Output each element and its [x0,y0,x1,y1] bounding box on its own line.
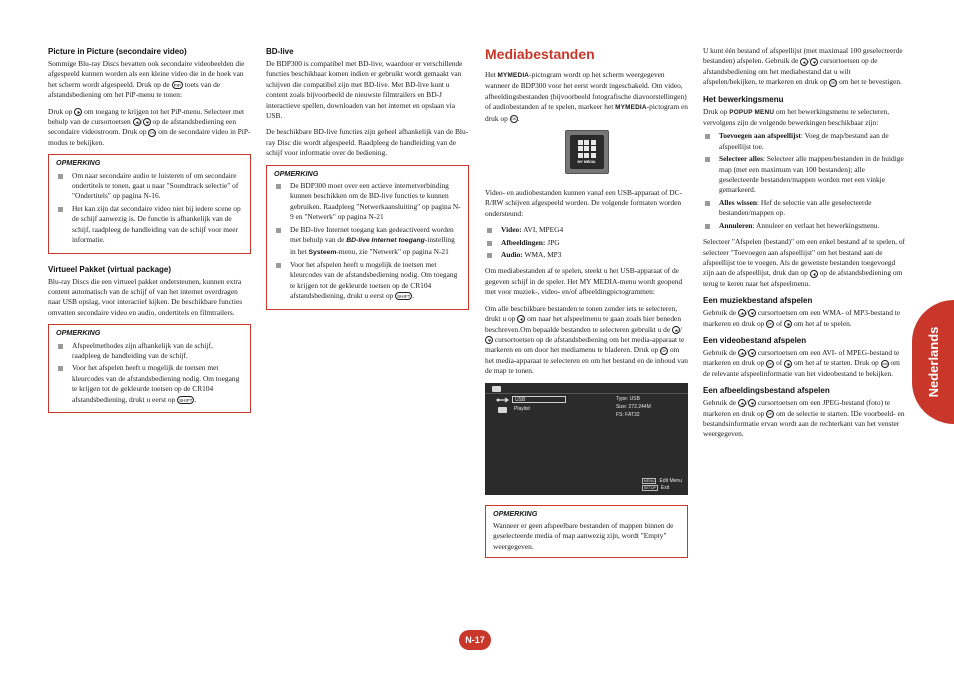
device-info: Type: USB Size: 272.244M FS: FAT32 [616,395,651,418]
mediabestanden-paragraph-3: Om mediabestanden af te spelen, steekt u het USB-apparaat of de gegeven schijf in de speler. Het MY MEDIA-menu wordt geopend met voor muziek-, video- en/of afbeeldingpictogrammen: [485,266,683,297]
bd-live-paragraph-2: De beschikbare BD-live functies zijn geheel afhankelijk van de Blu-ray Disc die wordt afgespeeld. Raadpleeg de handleiding van de schijf voor informatie over de bediening. [266,127,469,158]
grid-icon [578,140,596,158]
disp-button-icon: DISP [881,361,889,366]
note-title: OPMERKING [56,158,101,168]
column-2 [266,46,469,320]
playlist-row[interactable]: Playlist [514,405,530,412]
column-4 [703,46,906,446]
note-title: OPMERKING [493,508,538,518]
pip-paragraph-2: Druk op om toegang te krijgen tot het PiP-menu. Selecteer met behulp van de cursortoetsen / op de afstandsbediening een secondaire videostroom. Druk op OK om de secondaire video in PiP-modus te bekijken. [48,106,251,147]
play-button-icon [74,108,82,116]
afspelen-paragraph-2: Selecteer "Afspelen (bestand)" om een enkel bestand af te spelen, of selecteer "Toevoegen aan afspeellijst" om het bestand aan de afspeellijst toe te voegen. Als de gewenste bestanden toegevoegd zijn aan de afspeellijst, druk dan op op de afstandsbediening om terug te keren naar het afspeelmenu. [703,237,906,288]
videobestand-heading: Een videobestand afspelen [703,335,807,345]
down-arrow-icon [748,399,756,407]
down-arrow-icon [485,336,493,344]
ok-button-icon: OK [767,361,773,366]
up-arrow-icon [738,309,746,317]
language-label: Nederlands [925,326,941,398]
format-item: Audio: WMA, MP3 [485,250,688,260]
mediabestanden-paragraph-4: Om alle beschikbare bestanden te tonen zonder iets te selecteren, drukt u op om naar het afspeelmenu te gaan zoals hier beneden beschreven.Om bepaalde bestanden te selecteren gebruikt u de / cursortoetsen op de afstandsbediening om het media-apparaat te markeren en om door het mediamenu te bladeren. Druk op OK om het media-apparaat te selecteren en om het bestand en de inhoud van de map te tonen. [485,303,688,376]
ok-button-icon: OK [767,411,773,416]
up-arrow-icon [738,349,746,357]
note-item: Het kan zijn dat secondaire video niet bij iedere scene op de schijf aanwezig is. De functie is afhankelijk van de schijf, raadpleeg de handleiding van de schijf voor meer informatie. [56,204,243,246]
down-arrow-icon [748,309,756,317]
bewerkingsmenu-paragraph: Druk op POPUP MENU om het bewerkingsmenu te selecteren, vervolgens zijn de volgende bewerkingen beschikbaar zijn: [703,106,890,128]
media-browser-screenshot [485,383,688,495]
virtual-package-paragraph: Blu-ray Discs die een virtueel pakket ondersteunen, kunnen extra content automatisch van de schijf of van het internet overdragen naar USB opslag, voor interactief kijken. De beschikbare functies omvatten secondaire video en audio, ondertitels en filmtrailers. [48,276,243,317]
bd-live-heading: BD-live [266,47,294,56]
muziekbestand-heading: Een muziekbestand afspelen [703,296,813,306]
note-item: Voor het afspelen heeft u mogelijk de toetsen met kleurcodes van de afstandsbediening nodig. Om toegang te krijgen tot de gekleurde toetsen op de CR104 afstandsbediening, drukt u eerst op SHIFT . [274,260,461,302]
up-arrow-icon [133,118,141,126]
usb-row[interactable]: USB [512,396,566,403]
down-arrow-icon [748,349,756,357]
screen-footer: MENU Edit Menu SETUP Exit [643,477,682,491]
note-item: Voor het afspelen heeft u mogelijk de toetsen met kleurcodes van de afstandsbediening nodig. Om toegang te krijgen tot de gekleurde toetsen op de CR104 afstandsbediening, drukt u eerst op SHIFT . [56,363,243,405]
shift-button-icon: SHIFT [179,397,193,403]
mediabestanden-paragraph-1: Het MYMEDIA-pictogram wordt op het scherm weergegeven wanneer de BDP300 voor het eerst wordt ingeschakeld. Om video, afbeeldingsbestanden (bijvoorbeeld fotografische diavoorstellingen) of audiobestanden af te spelen, markeer het MYMEDIA-pictogram en druk op OK . [485,70,688,123]
playlist-folder-icon [498,407,507,413]
afspelen-paragraph-1: U kunt één bestand of afspeellijst (met maximaal 100 geselecteerde bestanden) afspelen. Gebruik de / cursortoetsen op de afstandsbediening om het mediabestand dat u wilt afspelen/bekijken, te markeren en druk op OK om het te bevestigen. [703,46,903,87]
language-tab [912,300,954,424]
usb-icon [496,397,510,403]
edit-menu-item: Alles wissen: Hef de selectie van alle geselecteerde bestanden/mappen op. [703,198,906,219]
my-media-icon-label: MY MEDIA [577,159,596,164]
ok-button-icon: OK [511,116,517,121]
bewerkingsmenu-heading: Het bewerkingsmenu [703,94,784,104]
setup-key: SETUP [643,485,656,490]
up-arrow-icon [738,399,746,407]
note-item: De BD-live Internet toegang kan gedeactiveerd worden met behulp van de BD-live Internet toegang-instelling in het Systeem-menu, zie "Netwerk" op pagina N-21 [274,225,461,258]
mediabestanden-paragraph-2: Video- en audiobestanden kunnen vanaf een USB-apparaat of DC-R/RW schijven afgespeeld worden. De volgende formaten worden ondersteund: [485,188,682,218]
afbeeldingsbestand-paragraph: Gebruik de / cursortoetsen om een JPEG-bestand (foto) te markeren en druk op OK om de selectie te starten. IDe voorbeeld- en bestandsinformatie ervan wordt aan de rechterkant van het venster weergegeven. [703,398,905,439]
format-item: Video: AVI, MPEG4 [485,225,688,235]
left-arrow-icon [517,315,525,323]
left-arrow-icon [810,270,818,278]
my-media-icon [565,130,609,174]
play-button-icon [784,320,792,328]
page-number: N-17 [459,630,491,650]
ok-button-icon: OK [767,321,773,326]
up-arrow-icon [800,58,808,66]
edit-menu-item: Toevoegen aan afspeellijst: Voeg de map/bestand aan de afspeellijst toe. [703,131,906,152]
down-arrow-icon [143,118,151,126]
ok-button-icon: OK [661,348,667,353]
note-title: OPMERKING [56,328,101,338]
note-box-2 [48,324,251,413]
edit-menu-item: Selecteer alles: Selecteer alle mappen/bestanden in de huidige map (met een maximum van 100 bestanden); alle geselecteerde bestanden/mappen worden met een vinkje gemarkeerd. [703,154,906,196]
note-title: OPMERKING [274,168,319,178]
pip-heading: Picture in Picture (secondaire video) [48,47,187,56]
muziekbestand-paragraph: Gebruik de / cursortoetsen om een WMA- of MP3-bestand te markeren en druk op OK of om het af te spelen. [703,308,901,328]
up-arrow-icon [672,326,680,334]
column-3 [485,46,688,568]
menu-key: MENU [643,478,655,483]
pip-button-icon: PIP [173,83,181,89]
note-box-4 [485,505,688,559]
edit-menu-item: Annuleren: Annuleer en verlaat het bewerkingsmenu. [703,221,906,231]
note-item: Afspeelmethodes zijn afhankelijk van de schijf, raadpleeg de handleiding van de schijf. [56,341,243,362]
virtual-package-heading: Virtueel Pakket (virtual package) [48,264,172,274]
note-item: Om naar secondaire audio te luisteren of om secondaire ondertitels te tonen, gaat u naar "Soundtrack selectie" of "Ondertitels" op pagina N-16. [56,171,243,202]
note-box-1 [48,154,251,253]
shift-button-icon: SHIFT [397,294,411,300]
down-arrow-icon [810,58,818,66]
ok-button-icon: OK [149,130,155,135]
note-text: Wanneer er geen afspeelbare bestanden of mappen binnen de geselecteerde media of map aanwezig zijn, wordt "Empty" weergegeven. [493,520,674,551]
afbeeldingsbestand-heading: Een afbeeldingsbestand afspelen [703,386,830,396]
screen-header [485,383,688,394]
videobestand-paragraph: Gebruik de / cursortoetsen om een AVI- of MPEG-bestand te markeren en druk op OK of om het af te starten. Druk op DISP om de relevante afspeelinformatie van het videobestand te bekijken. [703,347,900,378]
note-item: De BDP300 moet over een actieve internetverbinding kunnen beschikken om de BD-live functies te kunnen gebruiken. Raadpleeg "Netwerkaansluiting" op pagina N-9 en "Netwerk" op pagina N-21 [274,181,461,223]
column-1 [48,46,251,423]
section-title: Mediabestanden [485,46,595,62]
play-button-icon [784,360,792,368]
ok-button-icon: OK [830,80,836,85]
format-item: Afbeeldingen: JPG [485,238,688,248]
bd-live-paragraph-1: De BDP300 is compatibel met BD-live, waardoor er verschillende functies beschikbaar komen indien er gebruikt wordt gemaakt van schijven die compatibel zijn met BD-live. Met BD-live kunt u content zoals bijvoorbeeld de nieuwste filmtrailers en BD-J interactieve spellen, downloaden van het internet en opslaan via USB. [266,59,463,121]
note-box-3 [266,165,469,310]
pip-paragraph-1: Sommige Blu-ray Discs bevatten ook secondaire videobeelden die afgespeeld kunnen worden als een kleine video die in de hoek van het scherm wordt afgespeeld. Druk op de PIP toets van de afstandsbediening om het PiP-menu te tonen: [48,59,245,100]
folder-icon [492,386,501,392]
